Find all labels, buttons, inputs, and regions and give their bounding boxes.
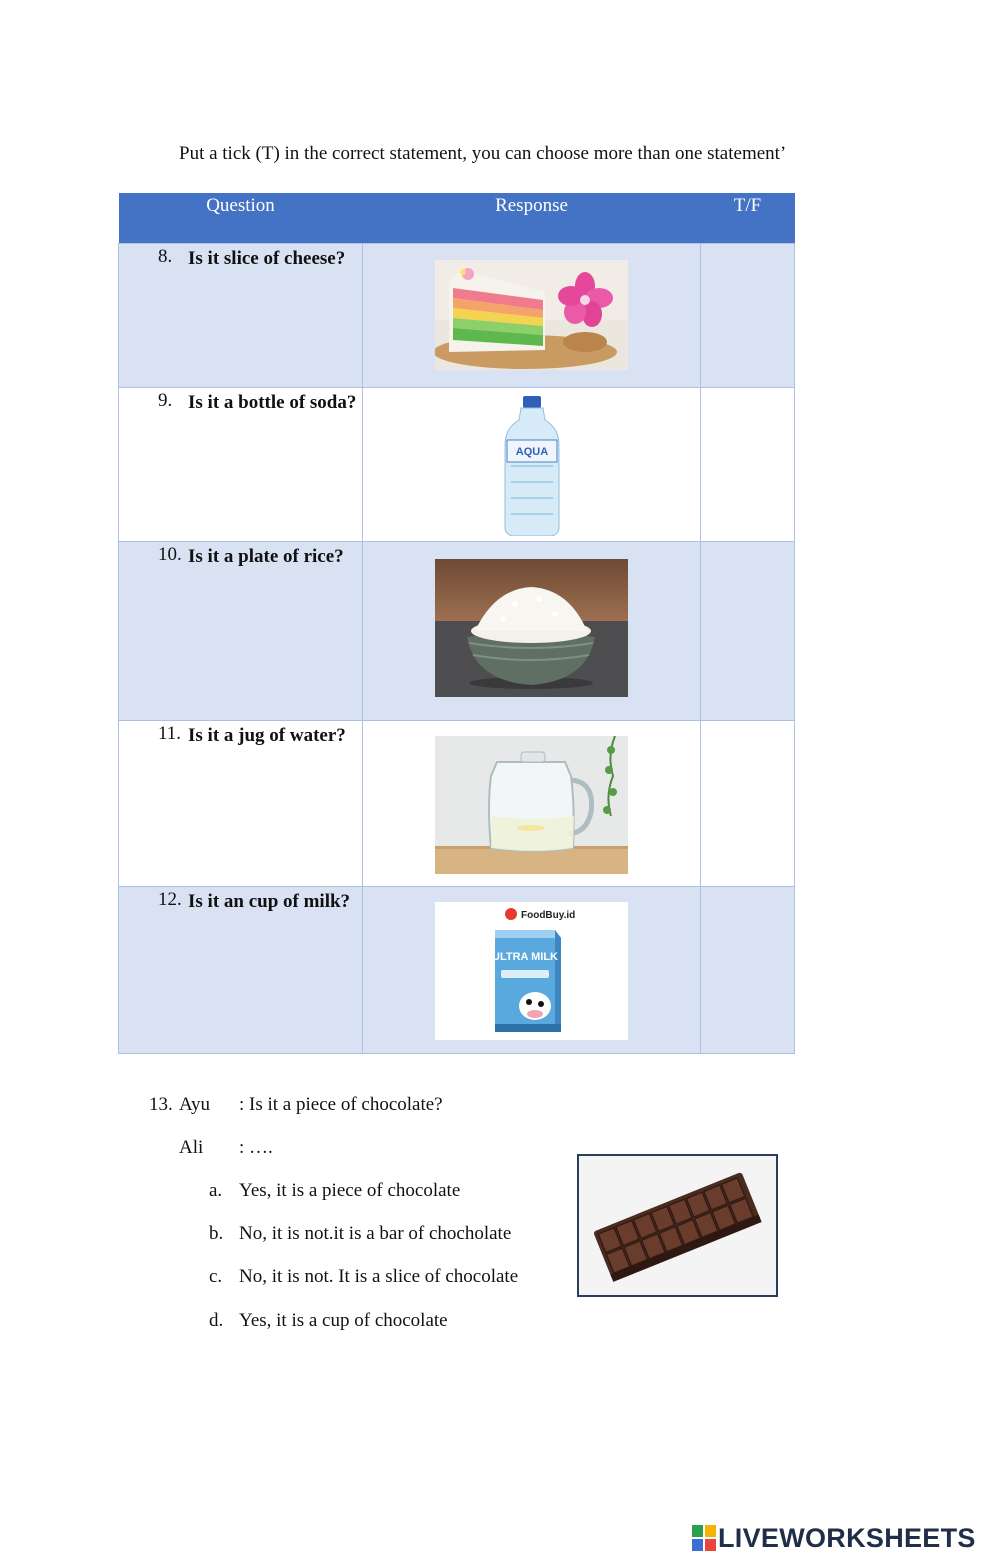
tf-cell[interactable]	[701, 388, 795, 542]
question-cell	[119, 887, 363, 1054]
question-number: 10.	[158, 544, 182, 565]
dialogue-line-ali: : ….	[239, 1137, 273, 1158]
water-bottle-image	[503, 396, 561, 536]
question-cell	[119, 388, 363, 542]
rainbow-cake-slice-image	[435, 260, 628, 370]
question-table	[118, 193, 795, 1054]
milk-store-label: FoodBuy.id	[521, 910, 576, 921]
response-cell	[363, 887, 701, 1054]
question-number: 8.	[158, 246, 173, 267]
tf-cell[interactable]	[701, 887, 795, 1054]
table-row	[119, 542, 795, 721]
table-row	[119, 721, 795, 887]
question-text: Is it a jug of water?	[188, 725, 346, 746]
question-text: Is it an cup of milk?	[188, 891, 351, 912]
liveworksheets-logo-icon	[692, 1525, 716, 1551]
header-response: Response	[363, 193, 701, 244]
question-cell	[119, 721, 363, 887]
milk-brand-label: ULTRA MILK	[492, 951, 558, 963]
footer-brand	[692, 1522, 976, 1554]
question-cell	[119, 244, 363, 388]
option-letter: c.	[209, 1266, 223, 1287]
rice-bowl-image	[435, 559, 628, 697]
header-question: Question	[119, 193, 363, 244]
tf-cell[interactable]	[701, 542, 795, 721]
question-text: Is it a plate of rice?	[188, 546, 344, 567]
question-number: 9.	[158, 390, 173, 411]
instruction: Put a tick (T) in the correct statement, you can choose more than one statement’	[179, 143, 787, 164]
footer-brand-text: LIVEWORKSHEETS	[718, 1522, 976, 1553]
table-row	[119, 244, 795, 388]
dialogue-number: 13.	[149, 1094, 173, 1115]
option-a[interactable]: Yes, it is a piece of chocolate	[239, 1180, 461, 1201]
dialogue-speaker-ayu: Ayu	[179, 1094, 210, 1115]
question-number: 12.	[158, 889, 182, 910]
milk-carton-image	[435, 902, 628, 1040]
option-b[interactable]: No, it is not.it is a bar of chocholate	[239, 1223, 512, 1244]
question-text: Is it slice of cheese?	[188, 248, 346, 269]
option-d[interactable]: Yes, it is a cup of chocolate	[239, 1310, 448, 1331]
header-tf: T/F	[701, 193, 795, 244]
option-letter: a.	[209, 1180, 223, 1201]
tf-cell[interactable]	[701, 721, 795, 887]
water-bottle-brand: AQUA	[515, 446, 548, 458]
chocolate-bar-icon	[579, 1156, 776, 1295]
response-cell	[363, 542, 701, 721]
water-jug-image	[435, 736, 628, 874]
option-letter: b.	[209, 1223, 224, 1244]
question-number: 11.	[158, 723, 182, 744]
response-cell	[363, 388, 701, 542]
chocolate-bar-image	[577, 1154, 778, 1297]
tf-cell[interactable]	[701, 244, 795, 388]
question-cell	[119, 542, 363, 721]
table-row	[119, 388, 795, 542]
option-c[interactable]: No, it is not. It is a slice of chocolate	[239, 1266, 519, 1287]
response-cell	[363, 244, 701, 388]
response-cell	[363, 721, 701, 887]
question-text: Is it a bottle of soda?	[188, 392, 357, 413]
dialogue-speaker-ali: Ali	[179, 1137, 204, 1158]
option-letter: d.	[209, 1310, 224, 1331]
dialogue-line-ayu: : Is it a piece of chocolate?	[239, 1094, 443, 1115]
table-row	[119, 887, 795, 1054]
